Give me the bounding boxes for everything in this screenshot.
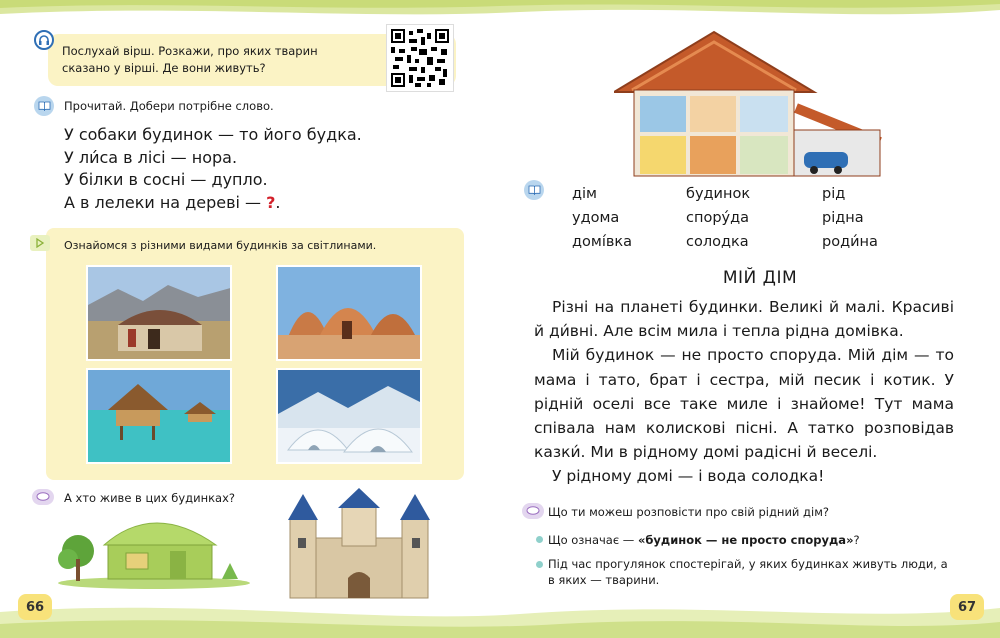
word-ridna: рідна	[822, 210, 864, 226]
poem	[64, 124, 362, 214]
igloo-photo	[276, 368, 422, 464]
who-lives-question: А хто живе в цих будинках?	[64, 491, 236, 505]
word-udoma: удома	[572, 210, 620, 226]
poem-line-3: У білки в сосні — дупло.	[64, 170, 268, 189]
play-icon	[30, 235, 50, 251]
poem-line-4	[64, 192, 362, 215]
question-1	[548, 532, 860, 548]
beehive-houses-photo	[276, 265, 422, 361]
word-rid: рід	[822, 186, 846, 202]
word-dim: дім	[572, 186, 597, 202]
question-1-suffix: ?	[853, 533, 860, 547]
question-1-quote: «будинок — не просто споруда»	[637, 533, 854, 547]
poem-line-4-text: А в лелеки на дереві —	[64, 192, 267, 212]
question-main: Що ти можеш розповісти про свій рідний дім?	[548, 505, 829, 519]
word-sporuda: спору́да	[686, 210, 750, 226]
story-paragraph-2: Мій будинок — не просто споруда. Мій дім — то мама і тато, брат і сестра, мій песик і котик. У рідній оселі все таке миле і знайоме! Тут мама співала нам колискові пісні. А татко розповідав казки́. Ми в рідному домі радісні й веселі.	[534, 346, 954, 462]
speech-bubble-icon-right	[522, 503, 544, 519]
photo-task-text: Ознайомся з різними видами будинків за світлинами.	[64, 239, 377, 252]
book-icon	[34, 96, 54, 116]
missing-word-marker: ?	[266, 192, 276, 212]
story-title: МІЙ ДІМ	[722, 268, 798, 288]
question-2: Під час прогулянок спостерігай, у яких будинках живуть люди, а в яких — тварини.	[548, 557, 948, 587]
word-solodka: солодка	[686, 234, 749, 250]
qr-code[interactable]	[386, 24, 454, 92]
bullet-dot	[536, 536, 543, 543]
cottage-illustration	[56, 505, 252, 589]
poem-line-1: У собаки будинок — то його будка.	[64, 125, 362, 144]
word-domivka: домі́вка	[572, 234, 633, 250]
read-task-text: Прочитай. Добери потрібне слово.	[64, 99, 274, 113]
listen-task-text: Послухай вірш. Розкажи, про яких тварин сказано у вірші. Де вони живуть?	[62, 44, 318, 75]
bottom-wave-decoration	[0, 594, 1000, 638]
top-wave-decoration	[0, 0, 1000, 28]
water-bungalow-photo	[86, 368, 232, 464]
page-number-left: 66	[18, 594, 52, 620]
page-number-right: 67	[950, 594, 984, 620]
word-budynok: будинок	[686, 186, 751, 202]
book-icon-right	[524, 180, 544, 200]
headphones-icon	[34, 30, 54, 50]
house-cross-section-illustration	[614, 30, 886, 178]
story-paragraph-1: Різні на планеті будинки. Великі й малі. Красиві й ди́вні. Але всім мила і тепла рідна домівка.	[534, 298, 954, 341]
poem-line-4-end: .	[275, 192, 281, 212]
question-1-prefix: Що означає —	[548, 533, 638, 547]
story-text	[534, 295, 954, 489]
speech-bubble-icon	[32, 489, 54, 505]
bullet-dot	[536, 561, 543, 568]
word-rodyna: роди́на	[822, 234, 878, 250]
story-paragraph-3: У рідному домі — і вода солодка!	[552, 467, 825, 486]
castle-illustration	[286, 488, 432, 600]
yurt-photo	[86, 265, 232, 361]
poem-line-2: У ли́са в лісі — нора.	[64, 147, 238, 167]
